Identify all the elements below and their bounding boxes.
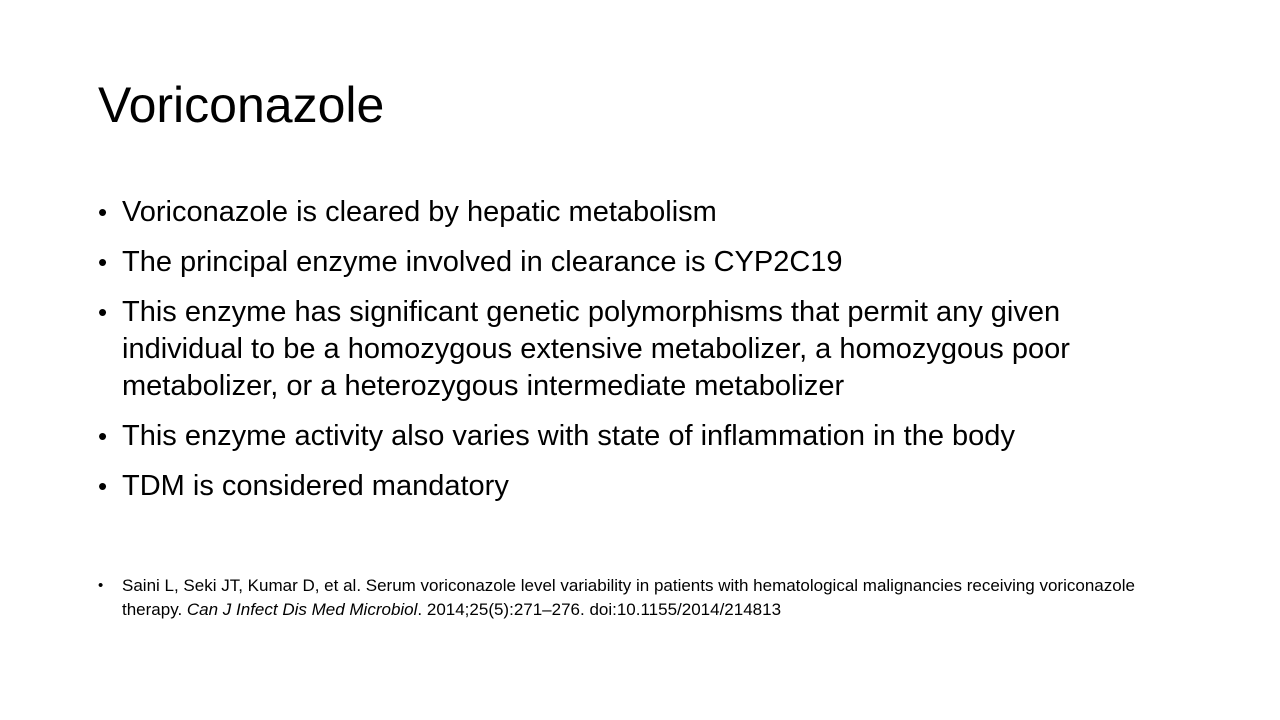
reference-details: . 2014;25(5):271–276. doi:10.1155/2014/214813 — [417, 600, 782, 619]
bullet-dot-icon: • — [98, 297, 108, 327]
bullet-dot-icon: • — [98, 247, 108, 277]
bullet-item — [98, 244, 1188, 281]
reference-journal: Can J Infect Dis Med Microbiol — [186, 600, 418, 619]
bullet-item — [98, 418, 1188, 455]
bullet-item — [98, 468, 1188, 505]
bullet-text: This enzyme activity also varies with state of inflammation in the body — [122, 420, 1015, 452]
reference-list — [98, 574, 1168, 622]
bullet-text: This enzyme has significant genetic polymorphisms that permit any given individual to be a homozygous extensive metabolizer, a homozygous poor metabolizer, or a heterozygous intermediate metabolizer — [122, 296, 1070, 402]
slide-title: Voriconazole — [98, 77, 385, 133]
bullet-item — [98, 294, 1188, 405]
reference-authors-title: Saini L, Seki JT, Kumar D, et al. Serum voriconazole level variability in patients with hematological malignancies receiving voriconazole therapy. — [122, 576, 1135, 619]
bullet-list — [98, 194, 1188, 518]
reference-dot-icon: • — [98, 577, 104, 594]
reference-item — [98, 574, 1168, 622]
bullet-text: TDM is considered mandatory — [122, 470, 509, 502]
bullet-dot-icon: • — [98, 421, 108, 451]
bullet-text: Voriconazole is cleared by hepatic metabolism — [122, 196, 717, 228]
bullet-dot-icon: • — [98, 197, 108, 227]
bullet-text: The principal enzyme involved in clearance is CYP2C19 — [122, 246, 843, 278]
bullet-dot-icon: • — [98, 471, 108, 501]
bullet-item — [98, 194, 1188, 231]
